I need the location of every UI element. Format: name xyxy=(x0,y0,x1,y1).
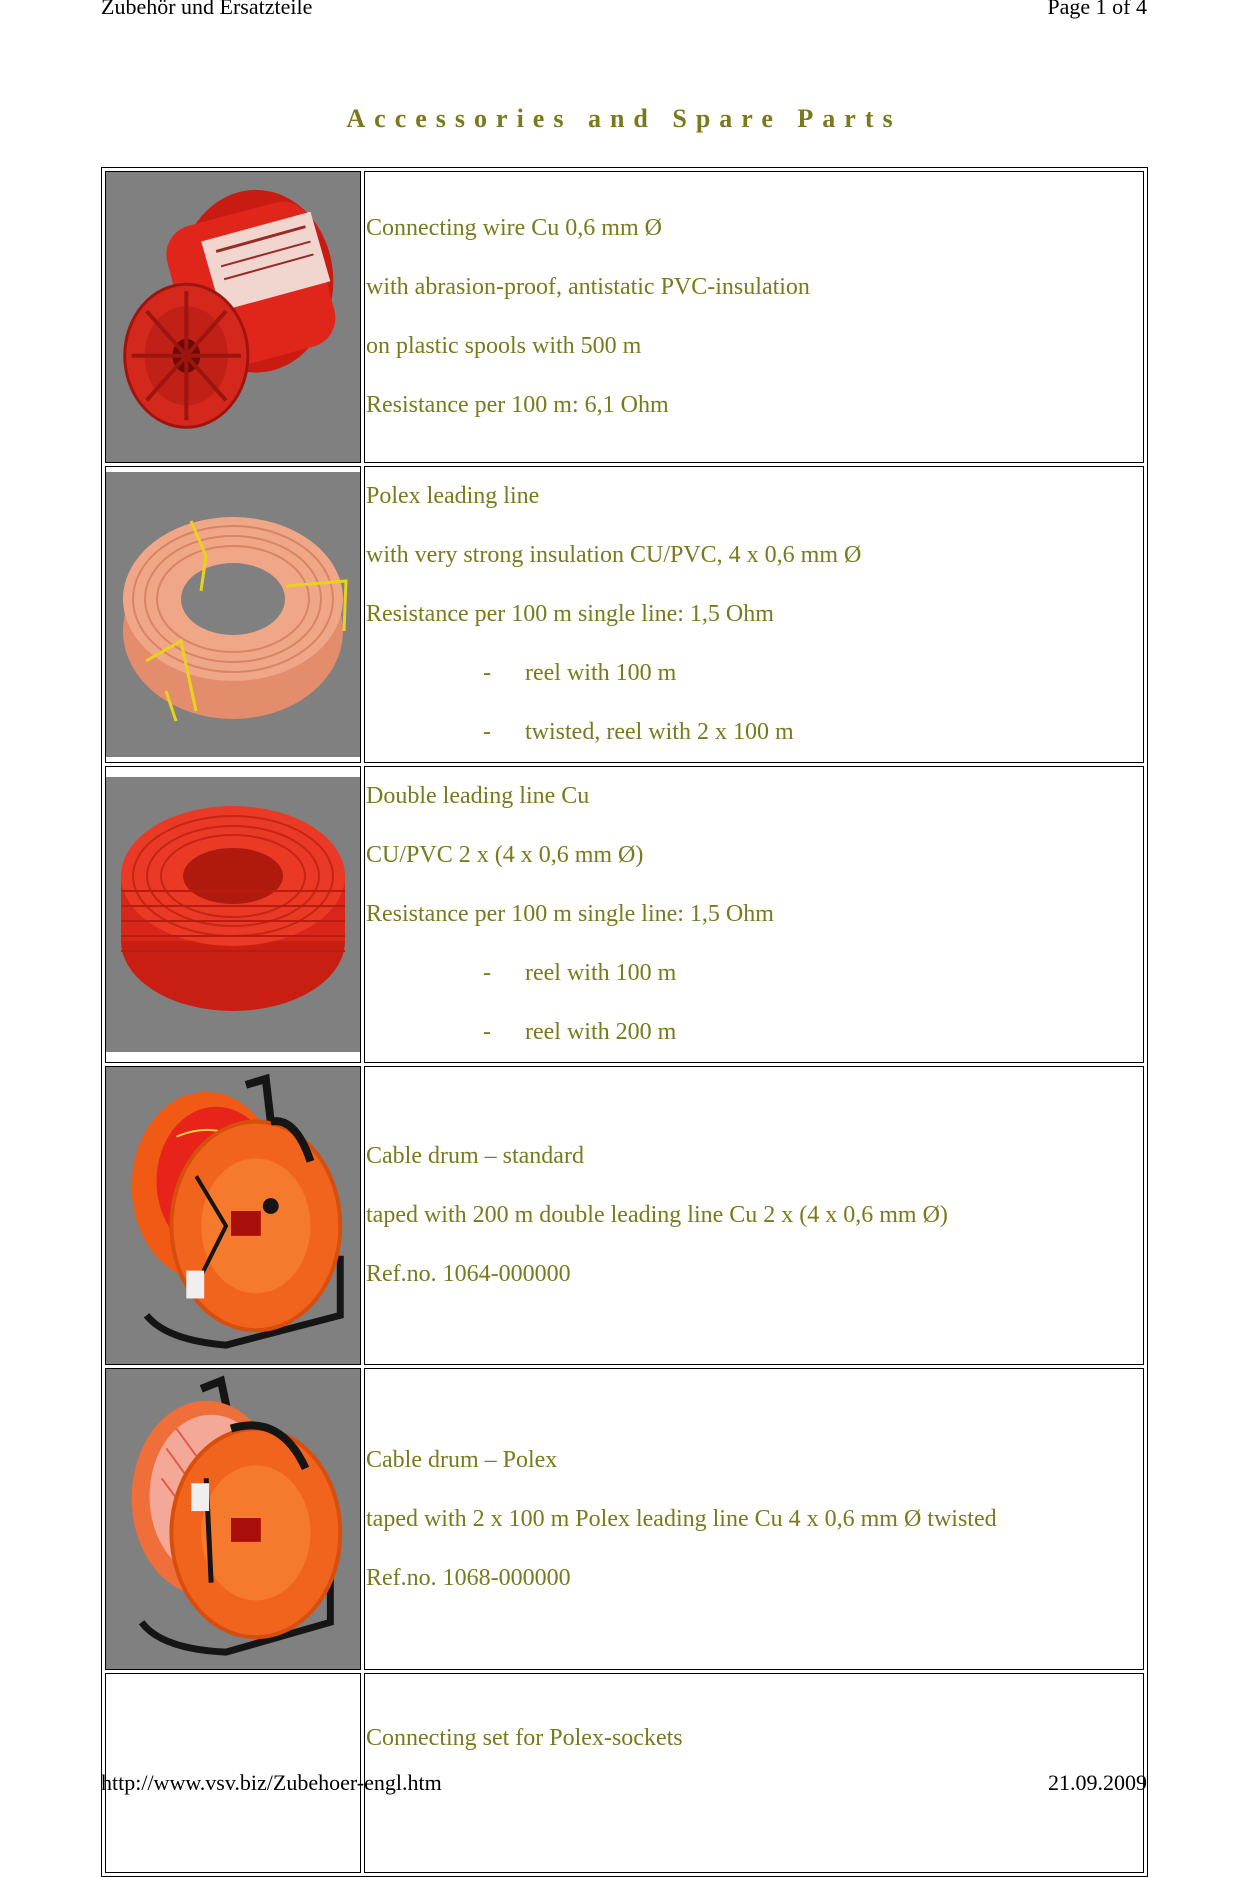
product-option-label: reel with 200 m xyxy=(525,1019,677,1045)
product-text-line: CU/PVC 2 x (4 x 0,6 mm Ø) xyxy=(366,842,644,868)
product-option: - reel with 100 m xyxy=(483,960,677,986)
red-cable-coil-icon xyxy=(106,767,360,1062)
product-text-line: on plastic spools with 500 m xyxy=(366,333,642,359)
products-table xyxy=(101,167,1148,1877)
product-text-line: with very strong insulation CU/PVC, 4 x 0,6 mm Ø xyxy=(366,542,862,568)
product-description xyxy=(364,1066,1144,1365)
product-text-line: taped with 2 x 100 m Polex leading line Cu 4 x 0,6 mm Ø twisted xyxy=(366,1505,997,1532)
product-image-cell xyxy=(105,1066,361,1365)
product-text-line: Resistance per 100 m: 6,1 Ohm xyxy=(366,392,669,418)
product-text-line: Cable drum – standard xyxy=(366,1143,584,1169)
print-footer-url: http://www.vsv.biz/Zubehoer-engl.htm xyxy=(101,1770,442,1795)
product-description xyxy=(364,1368,1144,1670)
red-wire-spool-icon xyxy=(106,172,360,462)
product-image-cell xyxy=(105,766,361,1063)
product-text-line: Resistance per 100 m single line: 1,5 Ohm xyxy=(366,901,774,927)
product-row xyxy=(105,171,1144,463)
product-option: - reel with 200 m xyxy=(483,1019,677,1045)
print-header xyxy=(101,0,1147,20)
print-header-page-number: Page 1 of 4 xyxy=(1047,0,1147,19)
product-description xyxy=(364,466,1144,763)
product-text-line: taped with 200 m double leading line Cu 2 x (4 x 0,6 mm Ø) xyxy=(366,1202,948,1228)
orange-polex-cable-drum-icon xyxy=(106,1369,360,1669)
product-row xyxy=(105,1368,1144,1670)
product-image-cell xyxy=(105,171,361,463)
product-text-line: Connecting set for Polex-sockets xyxy=(366,1724,683,1751)
print-footer xyxy=(101,1770,1147,1796)
product-option-label: reel with 100 m xyxy=(525,960,677,986)
product-image-cell xyxy=(105,1368,361,1670)
products-table-viewport xyxy=(101,167,1148,1751)
product-text-line: Cable drum – Polex xyxy=(366,1446,558,1473)
product-description xyxy=(364,171,1144,463)
page-title: Accessories and Spare Parts xyxy=(346,104,902,133)
orange-cable-drum-icon xyxy=(106,1067,360,1364)
product-row xyxy=(105,466,1144,763)
product-text-line: Resistance per 100 m single line: 1,5 Ohm xyxy=(366,601,774,627)
product-row xyxy=(105,1066,1144,1365)
product-row xyxy=(105,766,1144,1063)
product-text-line: Polex leading line xyxy=(366,483,540,509)
product-option: - twisted, reel with 2 x 100 m xyxy=(483,719,794,745)
product-text-line: Double leading line Cu xyxy=(366,783,590,809)
product-option: - reel with 100 m xyxy=(483,660,677,686)
product-image-cell xyxy=(105,466,361,763)
product-text-line: with abrasion-proof, antistatic PVC-insulation xyxy=(366,274,810,300)
print-footer-date: 21.09.2009 xyxy=(1048,1770,1147,1795)
product-description xyxy=(364,766,1144,1063)
print-header-title: Zubehör und Ersatzteile xyxy=(101,0,313,19)
product-option-label: twisted, reel with 2 x 100 m xyxy=(525,719,794,745)
pink-cable-coil-icon xyxy=(106,467,360,762)
product-text-line: Ref.no. 1064-000000 xyxy=(366,1261,571,1287)
product-text-line: Ref.no. 1068-000000 xyxy=(366,1564,571,1591)
product-option-label: reel with 100 m xyxy=(525,660,677,686)
product-text-line: Connecting wire Cu 0,6 mm Ø xyxy=(366,215,662,241)
